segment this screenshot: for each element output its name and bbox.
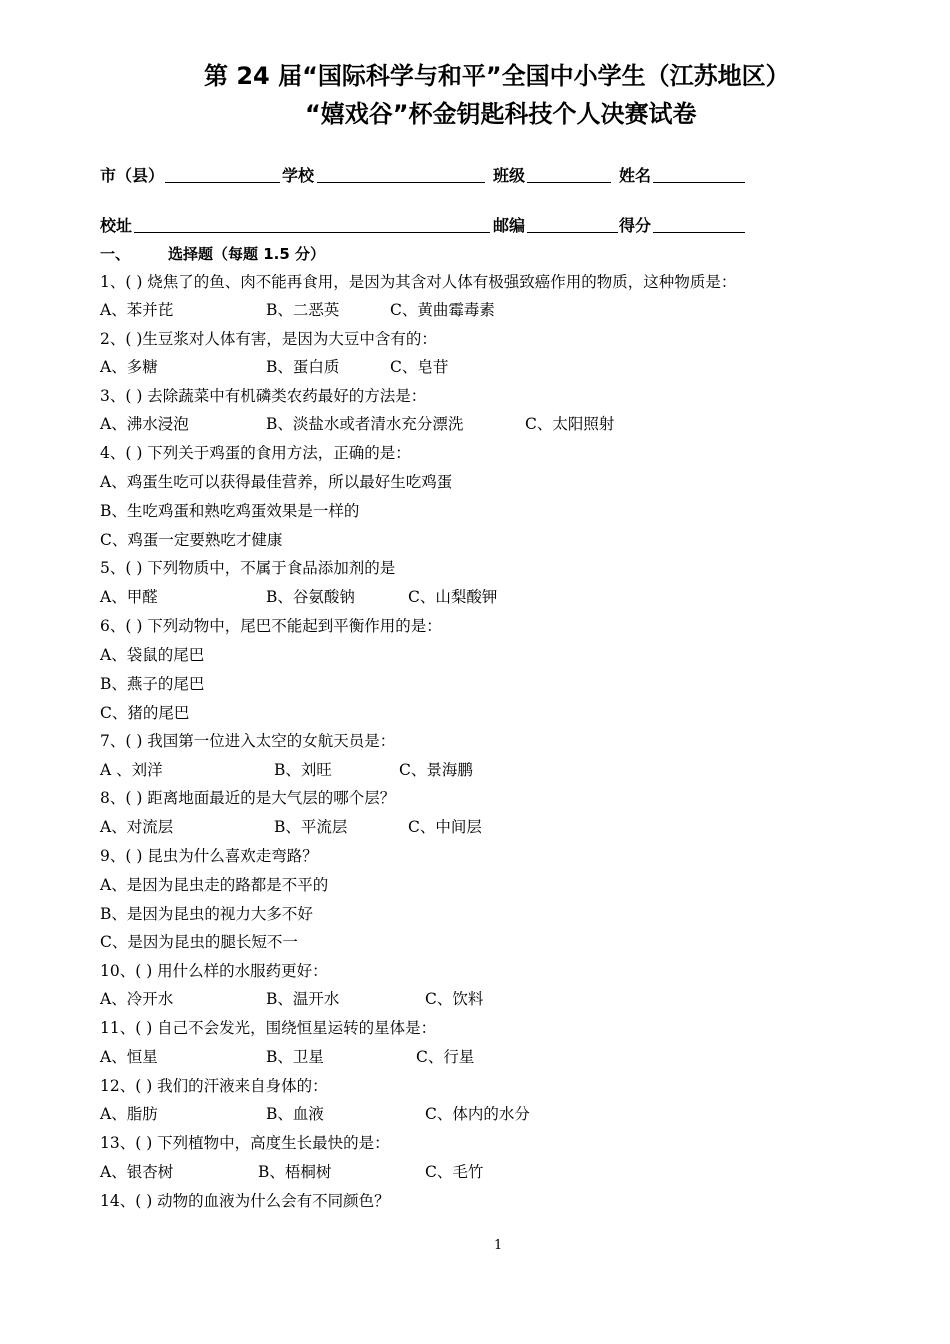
postcode-blank[interactable] bbox=[527, 232, 618, 233]
option-c[interactable]: C、体内的水分 bbox=[425, 1105, 530, 1123]
section-title: 选择题（每题 1.5 分） bbox=[168, 245, 326, 263]
city-blank[interactable] bbox=[165, 182, 280, 183]
option-a[interactable]: A、对流层 bbox=[100, 818, 174, 836]
question-stem: 6、( ) 下列动物中，尾巴不能起到平衡作用的是： bbox=[100, 617, 442, 635]
option-c[interactable]: C、太阳照射 bbox=[525, 415, 615, 433]
option-a[interactable]: A、鸡蛋生吃可以获得最佳营养，所以最好生吃鸡蛋 bbox=[100, 473, 453, 491]
name-label: 姓名 bbox=[619, 166, 652, 185]
question-options bbox=[100, 816, 800, 838]
option-a[interactable]: A 、刘洋 bbox=[100, 761, 163, 779]
question-stem: 7、( ) 我国第一位进入太空的女航天员是： bbox=[100, 732, 396, 750]
question-options bbox=[100, 759, 800, 781]
question-stem: 11、( ) 自己不会发光，围绕恒星运转的星体是： bbox=[100, 1019, 437, 1037]
option-c[interactable]: C、皂苷 bbox=[390, 358, 449, 376]
option-a[interactable]: A、沸水浸泡 bbox=[100, 415, 189, 433]
school-label: 学校 bbox=[282, 166, 315, 185]
question-stem: 5、( ) 下列物质中，不属于食品添加剂的是 bbox=[100, 559, 396, 577]
question-options bbox=[100, 1161, 800, 1183]
option-a[interactable]: A、脂肪 bbox=[100, 1105, 158, 1123]
option-c[interactable]: C、猪的尾巴 bbox=[100, 704, 190, 722]
question-stem: 1、( ) 烧焦了的鱼、肉不能再食用，是因为其含对人体有极强致癌作用的物质，这种物质是： bbox=[100, 273, 737, 291]
question-stem: 10、( ) 用什么样的水服药更好： bbox=[100, 962, 328, 980]
question-stem: 3、( ) 去除蔬菜中有机磷类农药最好的方法是： bbox=[100, 387, 427, 405]
option-a[interactable]: A、苯并芘 bbox=[100, 301, 174, 319]
question-stem: 13、( ) 下列植物中，高度生长最快的是： bbox=[100, 1134, 390, 1152]
question-stem: 9、( ) 昆虫为什么喜欢走弯路？ bbox=[100, 847, 318, 865]
option-a[interactable]: A、冷开水 bbox=[100, 990, 174, 1008]
section-number: 一、 bbox=[100, 245, 131, 263]
question-stem: 2、( )生豆浆对人体有害，是因为大豆中含有的： bbox=[100, 330, 437, 348]
question-options bbox=[100, 988, 800, 1010]
option-c[interactable]: C、中间层 bbox=[408, 818, 482, 836]
question-stem: 14、( ) 动物的血液为什么会有不同颜色？ bbox=[100, 1192, 390, 1210]
question-stem: 8、( ) 距离地面最近的是大气层的哪个层？ bbox=[100, 789, 396, 807]
option-a[interactable]: A、多糖 bbox=[100, 358, 158, 376]
question-options bbox=[100, 1046, 800, 1068]
option-b[interactable]: B、燕子的尾巴 bbox=[100, 675, 205, 693]
page-number: 1 bbox=[494, 1238, 503, 1253]
option-a[interactable]: A、恒星 bbox=[100, 1048, 158, 1066]
exam-title-line1: 第 24 届“国际科学与和平”全国中小学生（江苏地区） bbox=[204, 62, 790, 90]
option-b[interactable]: B、生吃鸡蛋和熟吃鸡蛋效果是一样的 bbox=[100, 502, 360, 520]
school-blank[interactable] bbox=[317, 182, 485, 183]
score-label: 得分 bbox=[619, 216, 652, 235]
question-options bbox=[100, 356, 800, 378]
city-label: 市（县） bbox=[100, 166, 165, 185]
option-b[interactable]: B、蛋白质 bbox=[266, 358, 340, 376]
score-blank[interactable] bbox=[653, 232, 745, 233]
option-a[interactable]: A、是因为昆虫走的路都是不平的 bbox=[100, 876, 329, 894]
option-b[interactable]: B、血液 bbox=[266, 1105, 324, 1123]
name-blank[interactable] bbox=[653, 182, 745, 183]
option-a[interactable]: A、银杏树 bbox=[100, 1163, 174, 1181]
option-b[interactable]: B、平流层 bbox=[274, 818, 348, 836]
question-options bbox=[100, 586, 800, 608]
option-b[interactable]: B、是因为昆虫的视力大多不好 bbox=[100, 905, 313, 923]
question-options bbox=[100, 299, 800, 321]
option-b[interactable]: B、淡盐水或者清水充分漂洗 bbox=[266, 415, 464, 433]
option-c[interactable]: C、景海鹏 bbox=[399, 761, 473, 779]
exam-title-line2: “嬉戏谷”杯金钥匙科技个人决赛试卷 bbox=[305, 100, 697, 128]
option-b[interactable]: B、二恶英 bbox=[266, 301, 340, 319]
question-stem: 12、( ) 我们的汗液来自身体的： bbox=[100, 1077, 328, 1095]
option-c[interactable]: C、饮料 bbox=[425, 990, 484, 1008]
option-c[interactable]: C、行星 bbox=[416, 1048, 475, 1066]
class-label: 班级 bbox=[493, 166, 526, 185]
postcode-label: 邮编 bbox=[493, 216, 526, 235]
option-c[interactable]: C、毛竹 bbox=[425, 1163, 484, 1181]
question-options bbox=[100, 1103, 800, 1125]
class-blank[interactable] bbox=[527, 182, 611, 183]
option-c[interactable]: C、鸡蛋一定要熟吃才健康 bbox=[100, 531, 283, 549]
option-b[interactable]: B、刘旺 bbox=[274, 761, 332, 779]
option-c[interactable]: C、是因为昆虫的腿长短不一 bbox=[100, 933, 298, 951]
address-blank[interactable] bbox=[134, 232, 490, 233]
option-b[interactable]: B、温开水 bbox=[266, 990, 340, 1008]
option-b[interactable]: B、梧桐树 bbox=[258, 1163, 332, 1181]
question-stem: 4、( ) 下列关于鸡蛋的食用方法，正确的是： bbox=[100, 444, 411, 462]
section-heading bbox=[100, 243, 325, 264]
address-label: 校址 bbox=[100, 216, 133, 235]
option-a[interactable]: A、甲醛 bbox=[100, 588, 158, 606]
option-c[interactable]: C、黄曲霉毒素 bbox=[390, 301, 495, 319]
question-options bbox=[100, 413, 800, 435]
option-b[interactable]: B、谷氨酸钠 bbox=[266, 588, 355, 606]
option-c[interactable]: C、山梨酸钾 bbox=[408, 588, 498, 606]
option-a[interactable]: A、袋鼠的尾巴 bbox=[100, 646, 205, 664]
option-b[interactable]: B、卫星 bbox=[266, 1048, 324, 1066]
